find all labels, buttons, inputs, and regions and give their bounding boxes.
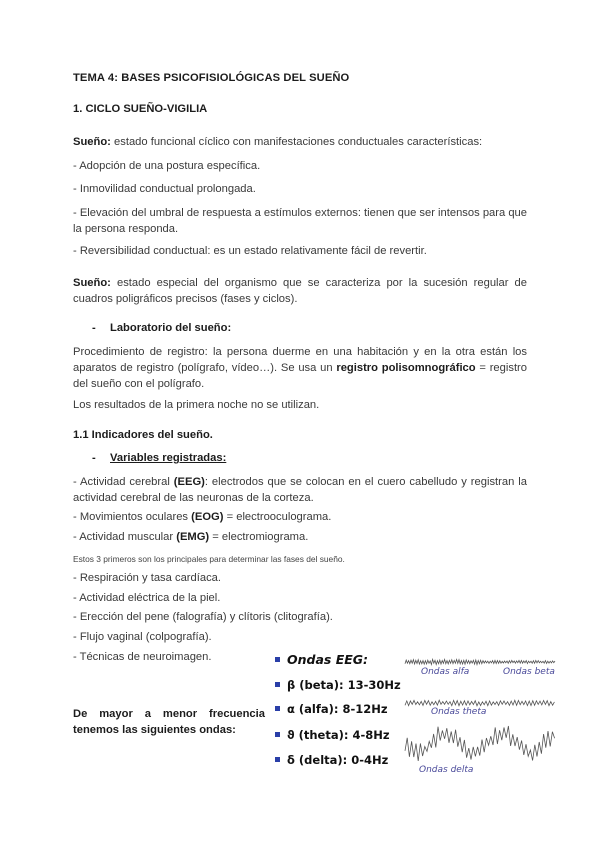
square-bullet-icon [275,682,280,687]
wave-item-beta [275,678,401,692]
frequency-text: De mayor a menor frecuencia tenemos las siguientes ondas: [73,708,265,736]
variables-label: Variables registradas: [110,452,227,464]
eog-bold: (EOG) [191,511,224,523]
document-title: TEMA 4: BASES PSICOFISIOLÓGICAS DEL SUEÑO [73,72,350,84]
label-ondas-delta: Ondas delta [419,765,474,775]
feature-item: - Inmovilidad conductual prolongada. [73,183,256,195]
eeg-trace-alfa-beta [405,659,555,664]
definition-1-term: Sueño: [73,136,111,148]
eeg-trace-theta [405,700,554,706]
square-bullet-icon [275,732,280,737]
procedure-bold: registro polisomnográfico [336,362,476,374]
definition-2 [73,275,527,307]
wave-item-delta [275,753,388,767]
other-variable-item: - Respiración y tasa cardíaca. [73,572,221,584]
wave-heading-text: Ondas EEG: [287,652,369,667]
variables-subheading [92,452,226,464]
label-ondas-beta: Ondas beta [503,667,555,677]
principal-variables-note: Estos 3 primeros son los principales para determinar las fases del sueño. [73,554,345,564]
wave-item-alpha [275,702,388,716]
wave-item-text: β (beta): 13-30Hz [287,678,401,692]
eeg-trace-delta [405,726,555,761]
definition-1-text: estado funcional cíclico con manifestaciones conductuales características: [110,136,483,148]
procedure-paragraph [73,344,527,392]
square-bullet-icon [275,706,280,711]
variables-dash: - [92,452,96,464]
definition-1 [73,134,527,150]
eeg-traces-figure [403,655,558,785]
label-ondas-theta: Ondas theta [431,707,487,717]
wave-item-theta [275,728,390,742]
emg-text-2: = electromiograma. [209,531,309,543]
other-variable-item: - Actividad eléctrica de la piel. [73,592,221,604]
definition-2-text: estado especial del organismo que se caracteriza por la sucesión regular de cuadros poligráficos precisos (fases y ciclos). [73,277,527,305]
emg-text-1: - Actividad muscular [73,531,177,543]
section-heading-1-1: 1.1 Indicadores del sueño. [73,429,213,441]
feature-item: - Adopción de una postura específica. [73,160,261,172]
lab-dash: - [92,322,96,334]
other-variable-item: - Técnicas de neuroimagen. [73,651,212,663]
emg-line [73,529,527,545]
eog-text-2: = electrooculograma. [223,511,332,523]
emg-bold: (EMG) [176,531,210,543]
square-bullet-icon [275,657,280,662]
first-night-note: Los resultados de la primera noche no se utilizan. [73,399,320,411]
wave-item-text: ϑ (theta): 4-8Hz [287,728,390,742]
wave-item-text: δ (delta): 0-4Hz [287,753,389,767]
square-bullet-icon [275,757,280,762]
feature-item: - Reversibilidad conductual: es un estado relativamente fácil de revertir. [73,245,427,257]
lab-subheading [92,322,231,334]
section-heading-1: 1. CICLO SUEÑO-VIGILIA [73,103,208,115]
eog-line [73,509,527,525]
eeg-bold: (EEG) [173,476,205,488]
wave-list-heading [275,652,368,667]
definition-2-term: Sueño: [73,277,111,289]
eeg-line [73,474,527,506]
lab-label: Laboratorio del sueño: [110,322,232,334]
label-ondas-alfa: Ondas alfa [421,667,470,677]
wave-item-text: α (alfa): 8-12Hz [287,702,388,716]
procedure-text-1: Procedimiento de registro: la persona duerme en una habitación y en la otra están los aparatos de registro (polígrafo, vídeo…). Se usa un [73,346,527,374]
procedure-text-2: = registro del sueño con el polígrafo. [73,362,527,390]
eeg-text-1: - Actividad cerebral [73,476,174,488]
feature-item: - Elevación del umbral de respuesta a estímulos externos: tienen que ser intensos para que la persona responda. [73,207,527,235]
other-variable-item: - Flujo vaginal (colpografía). [73,631,212,643]
other-variable-item: - Erección del pene (falografía) y clítoris (clitografía). [73,611,333,623]
eog-text-1: - Movimientos oculares [73,511,192,523]
eeg-text-2: : electrodos que se colocan en el cuero cabelludo y registran la actividad cerebral de las neuronas de la corteza. [73,476,527,504]
